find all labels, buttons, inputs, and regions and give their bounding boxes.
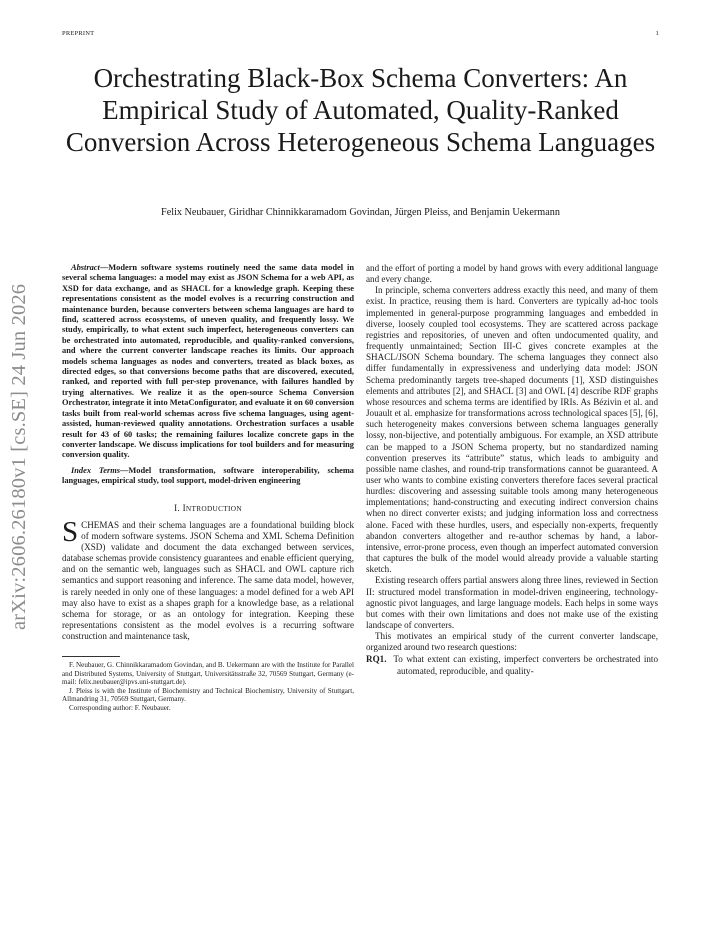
arxiv-watermark: arXiv:2606.26180v1 [cs.SE] 24 Jun 2026 [8, 283, 30, 630]
rq1-text: To what extent can existing, imperfect converters be orchestrated into automated, reproducible, and quality- [393, 654, 658, 676]
paper-title: Orchestrating Black-Box Schema Converters: An Empirical Study of Automated, Quality-Ranked Conversion Across Heterogeneous Schema Languages [65, 63, 656, 157]
research-question-1 [366, 654, 658, 676]
body-paragraph: and the effort of porting a model by hand grows with every additional language and every change. [366, 263, 658, 285]
intro-text: CHEMAS and their schema languages are a foundational building block of modern software systems. JSON Schema and XML Schema Definition (XSD) validate and document the data exchanged between services, database schemas provide consistency guarantees and enable efficient querying, and on the semantic web, languages such as SHACL and OWL capture rich semantics and support reasoning and inference. The same data model, however, is rarely needed in only one of these languages: a model defined for a web API may also have to exist as a shapes graph for a knowledge base, as a relational schema for storage, or as an ontology for integration. Keeping these representations consistent as the model evolves is a recurring software construction and maintenance task, [62, 519, 354, 642]
body-paragraph: This motivates an empirical study of the current converter landscape, organized around two research questions: [366, 631, 658, 653]
body-paragraph: Existing research offers partial answers along three lines, reviewed in Section II: structured model transformation in model-driven engineering, technology-agnostic pivot languages, and large language models. Each helps in some ways but comes with their own limitations and does not make use of the existing landscape of converters. [366, 575, 658, 630]
intro-paragraph [62, 515, 354, 643]
running-header: PREPRINT [62, 30, 95, 37]
abstract [62, 263, 354, 461]
index-terms-text: —Model transformation, software interoperability, schema languages, empirical study, tool support, model-driven engineering [62, 465, 354, 486]
footnote-affiliation-2: J. Pleiss is with the Institute of Biochemistry and Technical Biochemistry, University of Stuttgart, Allmandring 31, 70569 Stuttgart, Germany. [62, 686, 354, 704]
index-terms-lead: Index Terms [71, 465, 120, 475]
rq1-label: RQ1. [366, 654, 387, 665]
body-paragraph: In principle, schema converters address exactly this need, and many of them exist. In practice, reusing them is hard. Converters are typically ad-hoc tools implemented in general-purpose programming languages and embedded in diverse, loosely coupled tool ecosystems. They are scattered across package registries and repositories, of uneven and often undocumented quality, and frequently unmaintained; Section III-C gives concrete examples at the SHACL/JSON Schema boundary. The schema languages they connect also differ fundamentally in expressiveness and underlying data model: JSON Schema predominantly targets tree-shaped documents [1], XSD distinguishes elements and attributes [2], and SHACL [3] and OWL [4] describe RDF graphs whose resources and schema terms are identified by IRIs. As Bézivin et al. and Jouault et al. emphasize for transformations across technological spaces [5], [6], such heterogeneity makes conversions between schema languages generally lossy, non-bijective, and potentially ambiguous. For example, an XSD attribute can be mapped to a JSON Schema property, but no standardized naming convention preserves its “attribute” status, which leads to ambiguity and possible name clashes, and round-trip transformations cannot be guaranteed. A user who wants to combine existing converters therefore faces several practical hurdles: discovering and assessing suitable tools among many heterogeneous implementations; hand-constructing and executing indirect conversion chains when no direct converter exists; and judging information loss and correctness alone. Faced with these hurdles, users, and especially non-experts, frequently abandon converters altogether and re-author schemas by hand, a labor-intensive, error-prone process, even though an imperfect automated conversion that captures the bulk of the model would already provide a valuable starting sketch. [366, 285, 658, 575]
footnote-affiliation-1: F. Neubauer, G. Chinnikkaramadom Govindan, and B. Uekermann are with the Institute for Parallel and Distributed Systems, University of Stuttgart, Universitätsstraße 32, 70569 Stuttgart, Germany (e-mail: felix.neubauer@ipvs.uni-stuttgart.de). [62, 661, 354, 687]
footnote-corresponding-author: Corresponding author: F. Neubauer. [69, 703, 171, 712]
section-heading-introduction: I. INTRODUCTION [174, 502, 242, 513]
abstract-text: —Modern software systems routinely need the same data model in several schema languages: a model may exist as JSON Schema for a web API, as XSD for data exchange, and as SHACL for a knowledge graph. Keeping these representations consistent as the model evolves is a recurring construction and maintenance burden, because converters between schema languages are hard to find, scattered across ecosystems, of uneven quality, and frequently lossy. We study, empirically, to what extent such imperfect, heterogeneous converters can be orchestrated into automated, reproducible, and quality-ranked conversions, and where the current converter landscape reaches its limits. Our approach models schema languages as nodes and converters, treated as black boxes, as directed edges, so that conversions become paths that are discovered, executed, ranked, and reported with full per-step provenance, with failures handled by trying alternatives. We realize it as the open-source Schema Conversion Orchestrator, integrate it into MetaConfigurator, and evaluate it on 60 conversion tasks built from real-world schemas across five schema languages, using agent-assisted, human-reviewed quality annotations. Orchestration surfaces a usable result for 43 of 60 tasks; the remaining failures localize concrete gaps in the converter landscape. We discuss implications for tool builders and for measuring conversion quality. [62, 263, 354, 460]
abstract-lead: Abstract [71, 263, 100, 272]
footnote-rule [62, 656, 120, 657]
left-column [62, 263, 354, 712]
drop-cap: S [62, 515, 79, 548]
author-list: Felix Neubauer, Giridhar Chinnikkaramadom Govindan, Jürgen Pleiss, and Benjamin Uekermann [161, 207, 560, 218]
page-number: 1 [655, 30, 659, 37]
index-terms [62, 466, 354, 487]
right-column [366, 263, 658, 677]
